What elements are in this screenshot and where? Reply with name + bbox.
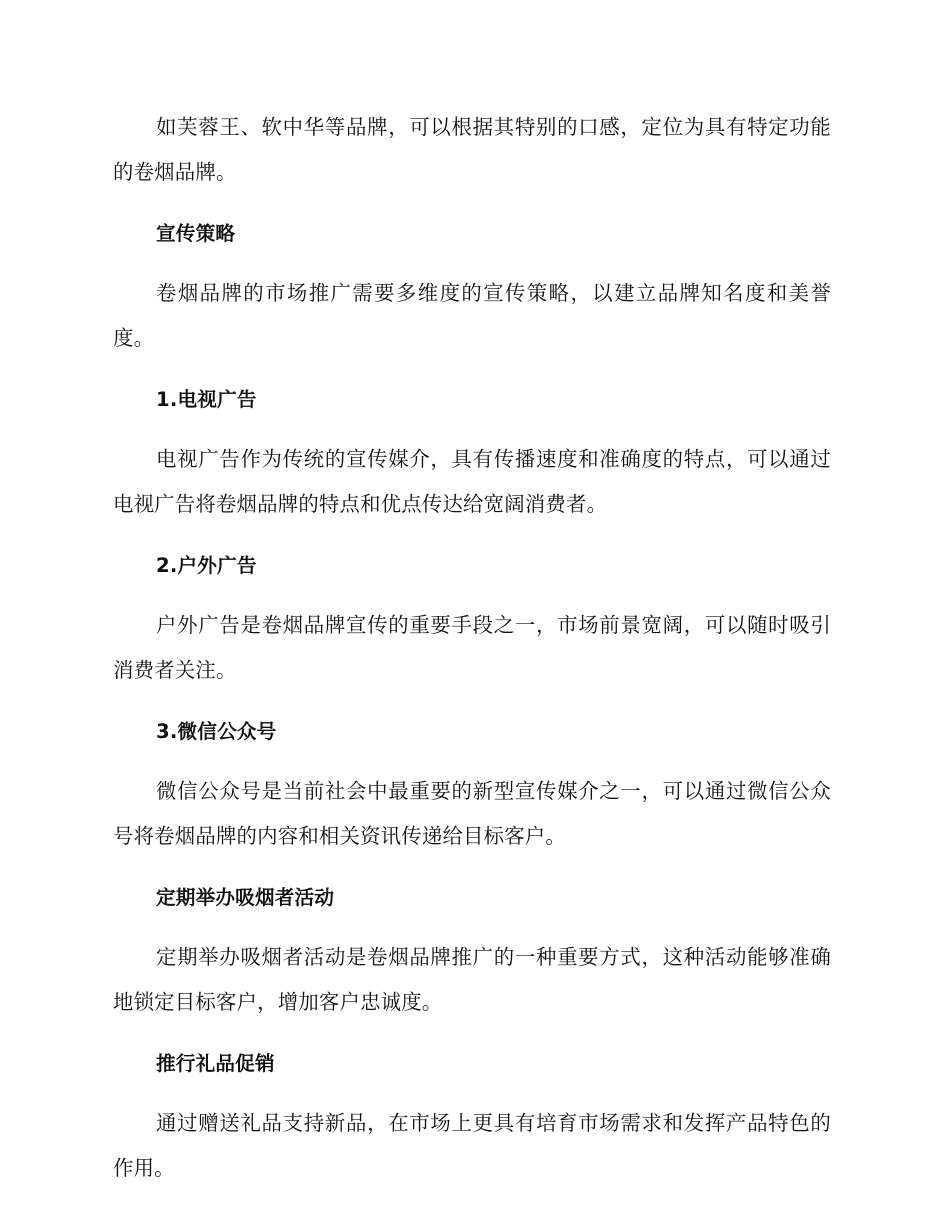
heading-gift-promotion: 推行礼品促销 bbox=[156, 1052, 275, 1075]
heading-promotion-strategy: 宣传策略 bbox=[156, 222, 236, 245]
paragraph-gift-promotion: 通过赠送礼品支持新品，在市场上更具有培育市场需求和发挥产品特色的作用。 bbox=[113, 1111, 831, 1180]
heading-smoker-events: 定期举办吸烟者活动 bbox=[156, 886, 335, 909]
heading-tv-ads: 1.电视广告 bbox=[156, 388, 257, 411]
paragraph-smoker-events: 定期举办吸烟者活动是卷烟品牌推广的一种重要方式，这种活动能够准确地锁定目标客户，增加客户忠诚度。 bbox=[113, 945, 831, 1014]
paragraph-promotion-strategy: 卷烟品牌的市场推广需要多维度的宣传策略，以建立品牌知名度和美誉度。 bbox=[113, 281, 831, 350]
paragraph-tv-ads: 电视广告作为传统的宣传媒介，具有传播速度和准确度的特点，可以通过电视广告将卷烟品牌的特点和优点传达给宽阔消费者。 bbox=[113, 447, 831, 516]
heading-wechat-official-account: 3.微信公众号 bbox=[156, 720, 277, 743]
paragraph-brand-positioning: 如芙蓉王、软中华等品牌，可以根据其特别的口感，定位为具有特定功能的卷烟品牌。 bbox=[113, 115, 831, 184]
paragraph-wechat-official-account: 微信公众号是当前社会中最重要的新型宣传媒介之一，可以通过微信公众号将卷烟品牌的内容和相关资讯传递给目标客户。 bbox=[113, 779, 831, 848]
heading-outdoor-ads: 2.户外广告 bbox=[156, 554, 257, 577]
paragraph-outdoor-ads: 户外广告是卷烟品牌宣传的重要手段之一，市场前景宽阔，可以随时吸引消费者关注。 bbox=[113, 613, 831, 682]
document-body bbox=[113, 105, 831, 1191]
